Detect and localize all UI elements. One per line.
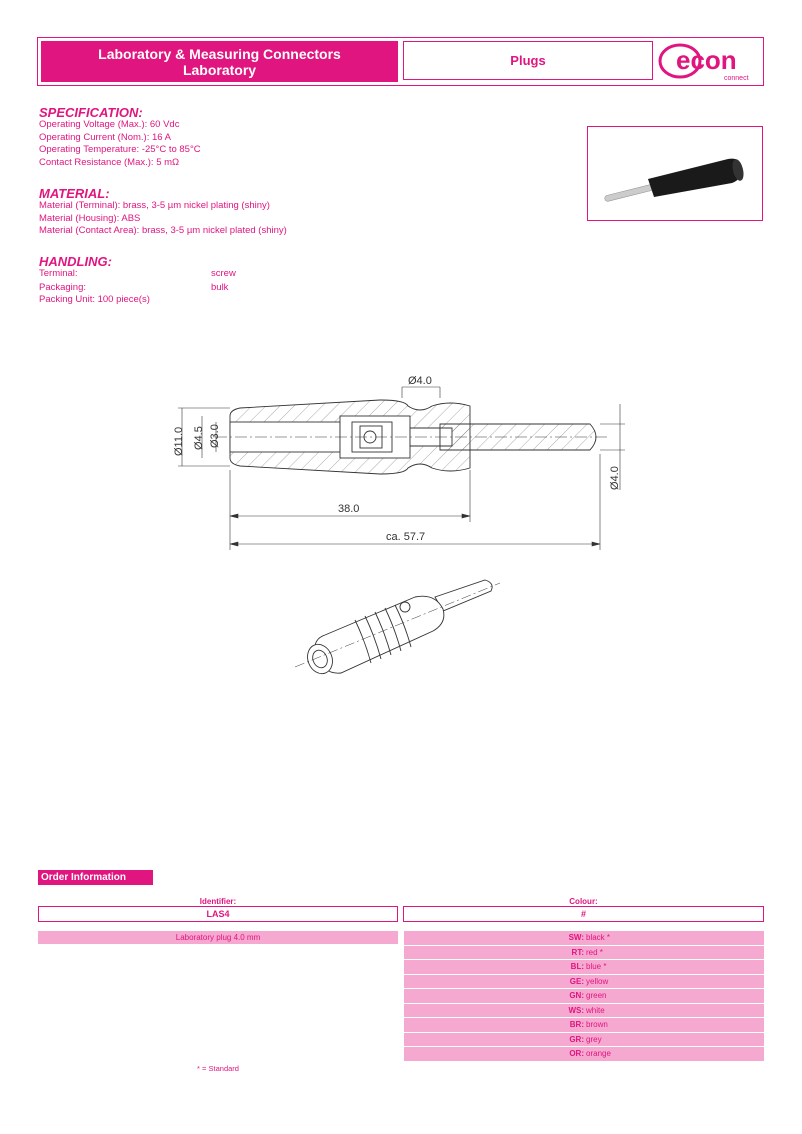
- header-category: Plugs: [403, 41, 653, 80]
- colour-code: BR:: [569, 1020, 584, 1029]
- handling-terminal-value: screw: [211, 268, 236, 279]
- dim-length-total: ca. 57.7: [386, 531, 426, 543]
- colour-row: [404, 989, 764, 1003]
- isometric-drawing: [285, 575, 510, 685]
- colour-name: green: [586, 991, 607, 1000]
- colour-name: yellow: [586, 976, 609, 986]
- dim-pin-top: Ø4.0: [408, 375, 432, 387]
- colour-name: black *: [586, 933, 611, 942]
- colour-name: blue *: [586, 962, 607, 971]
- spec-heading: SPECIFICATION:: [39, 105, 143, 120]
- product-description: Laboratory plug 4.0 mm: [38, 931, 398, 944]
- dim-outer: Ø11.0: [173, 426, 185, 456]
- handling-heading: HANDLING:: [39, 254, 112, 269]
- footnote: * = Standard: [197, 1064, 239, 1073]
- header-title-line2: Laboratory: [182, 61, 257, 78]
- colour-code: GE:: [569, 976, 584, 986]
- colour-code: GN:: [569, 991, 584, 1000]
- spec-line-1: Operating Voltage (Max.): 60 Vdc: [39, 119, 180, 130]
- dim-mid: Ø4.5: [193, 426, 205, 450]
- order-heading: Order Information: [38, 870, 153, 885]
- header-title: [41, 41, 398, 82]
- identifier-value: LAS4: [38, 906, 398, 922]
- handling-packing-unit: Packing Unit: 100 piece(s): [39, 294, 150, 305]
- colour-row: [404, 946, 764, 960]
- handling-packaging-value: bulk: [211, 281, 229, 293]
- material-line-2: Material (Housing): ABS: [39, 212, 141, 224]
- econ-logo: [658, 41, 758, 83]
- colour-code: GR:: [569, 1034, 584, 1044]
- colour-value: #: [403, 906, 764, 922]
- colour-code: OR:: [569, 1049, 584, 1058]
- colour-row: [404, 1033, 764, 1047]
- spec-line-4: Contact Resistance (Max.): 5 mΩ: [39, 156, 180, 168]
- colour-row: [404, 960, 764, 974]
- colour-row: [404, 931, 764, 945]
- dim-pin-right: Ø4.0: [609, 466, 621, 490]
- product-photo: [588, 127, 762, 220]
- header-title-line1: Laboratory & Measuring Connectors: [98, 45, 341, 62]
- material-line-3: Material (Contact Area): brass, 3-5 µm nickel plated (shiny): [39, 225, 287, 236]
- colour-name: grey: [586, 1034, 602, 1044]
- colour-label: Colour:: [569, 897, 598, 906]
- colour-row: [404, 975, 764, 989]
- colour-name: orange: [586, 1049, 611, 1058]
- colour-name: red *: [586, 947, 603, 957]
- colour-name: brown: [586, 1020, 608, 1029]
- spec-line-2: Operating Current (Nom.): 16 A: [39, 131, 171, 143]
- colour-name: white: [586, 1005, 605, 1015]
- spec-line-3: Operating Temperature: -25°C to 85°C: [39, 144, 201, 155]
- colour-row: [404, 1047, 764, 1061]
- material-line-1: Material (Terminal): brass, 3-5 µm nickel plating (shiny): [39, 200, 270, 211]
- colour-code: BL:: [570, 962, 584, 971]
- dim-length-body: 38.0: [338, 503, 360, 515]
- technical-drawing: [160, 370, 640, 555]
- logo-sub: connect: [724, 75, 749, 82]
- identifier-label: Identifier:: [199, 897, 237, 906]
- colour-code: SW:: [568, 933, 584, 942]
- handling-packaging-label: Packaging:: [39, 281, 87, 293]
- dim-inner: Ø3.0: [209, 424, 221, 448]
- handling-terminal-label: Terminal:: [39, 268, 78, 279]
- product-photo-frame: [587, 126, 763, 221]
- colour-row: [404, 1018, 764, 1032]
- colour-code: WS:: [568, 1005, 584, 1015]
- colour-row: [404, 1004, 764, 1018]
- colour-code: RT:: [571, 947, 584, 957]
- material-heading: MATERIAL:: [39, 186, 110, 201]
- logo-text: econ: [676, 45, 737, 75]
